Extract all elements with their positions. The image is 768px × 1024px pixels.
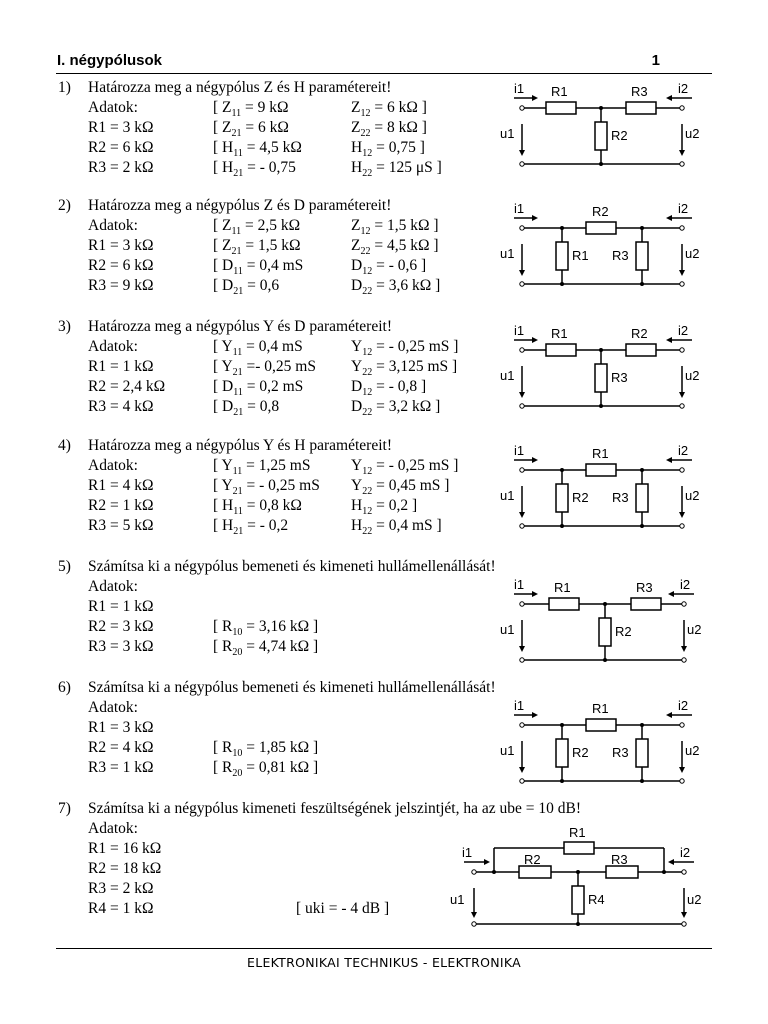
resistor-label: R3 (611, 370, 628, 385)
data-cell: [ $H_{11} = 0,8$ kΩ (213, 497, 302, 518)
data-cell: $H_{22} = 0,4$ mS ] (351, 517, 442, 538)
voltage-label-u1: u1 (500, 368, 515, 383)
current-label-i2: i2 (678, 201, 689, 216)
data-cell: R2 = 2,4 kΩ (88, 378, 166, 395)
current-label-i2: i2 (680, 845, 691, 860)
resistor-label: R2 (615, 624, 632, 639)
problem-number: 6) (58, 679, 71, 696)
data-cell: R2 = 3 kΩ (88, 618, 154, 635)
data-cell: R2 = 18 kΩ (88, 860, 162, 877)
current-label-i1: i1 (514, 201, 525, 216)
problem-question: Számítsa ki a négypólus bemeneti és kimeneti hullámellenállását! (88, 679, 496, 696)
data-cell: R3 = 3 kΩ (88, 638, 154, 655)
resistor-label: R1 (572, 248, 589, 263)
data-cell: R3 = 2 kΩ (88, 159, 154, 176)
current-label-i1: i1 (514, 443, 525, 458)
data-cell: [ $Z_{21} = 6$ kΩ (213, 119, 289, 140)
problem-question: Határozza meg a négypólus Z és H paramétereit! (88, 79, 392, 96)
circuit-diagram-7 (444, 820, 714, 930)
data-cell: Adatok: (88, 217, 138, 234)
resistor-label: R2 (572, 490, 589, 505)
resistor-label: R1 (592, 446, 609, 461)
current-label-i2: i2 (680, 577, 691, 592)
resistor-label: R2 (572, 745, 589, 760)
resistor-label: R3 (636, 580, 653, 595)
current-label-i1: i1 (462, 845, 473, 860)
circuit-diagram-2 (494, 200, 710, 290)
voltage-label-u1: u1 (450, 892, 465, 907)
current-label-i1: i1 (514, 81, 525, 96)
problem-question: Számítsa ki a négypólus bemeneti és kimeneti hullámellenállását! (88, 558, 496, 575)
data-cell: R1 = 16 kΩ (88, 840, 162, 857)
data-cell: [ $R_{20} = 4,74$ kΩ ] (213, 638, 319, 659)
data-cell: $Y_{22} = 0,45$ mS ] (351, 477, 450, 498)
data-cell: Adatok: (88, 338, 138, 355)
data-cell: $H_{12} = 0,75$ ] (351, 139, 425, 160)
data-cell: [ $R_{10} = 3,16$ kΩ ] (213, 618, 319, 639)
problem-question: Számítsa ki a négypólus kimeneti feszültségének jelszintjét, ha az ube = 10 dB! (88, 800, 581, 817)
data-cell: R2 = 4 kΩ (88, 739, 154, 756)
voltage-label-u2: u2 (685, 126, 700, 141)
data-cell: R1 = 3 kΩ (88, 237, 154, 254)
data-cell: $D_{12}$ = - 0,8 ] (351, 378, 427, 399)
data-cell: R1 = 3 kΩ (88, 119, 154, 136)
data-cell: [ $Y_{21}$ = - 0,25 mS (213, 477, 320, 498)
data-cell: [ $Z_{11} = 9$ kΩ (213, 99, 289, 120)
current-label-i2: i2 (678, 81, 689, 96)
voltage-label-u1: u1 (500, 246, 515, 261)
resistor-label: R3 (612, 490, 629, 505)
data-cell: $Y_{22} = 3,125$ mS ] (351, 358, 458, 379)
data-cell: [ $Y_{11} = 1,25$ mS (213, 457, 311, 478)
data-cell: [ $R_{20} = 0,81$ kΩ ] (213, 759, 319, 780)
circuit-diagram-6 (494, 697, 710, 787)
data-cell: $Z_{22} = 4,5$ kΩ ] (351, 237, 439, 258)
voltage-label-u2: u2 (685, 743, 700, 758)
problem-number: 3) (58, 318, 71, 335)
current-label-i1: i1 (514, 577, 525, 592)
data-cell: $Z_{12} = 6$ kΩ ] (351, 99, 427, 120)
data-cell: Adatok: (88, 457, 138, 474)
data-cell: $Z_{12} = 1,5$ kΩ ] (351, 217, 439, 238)
resistor-label: R4 (588, 892, 605, 907)
data-cell: [ $D_{21} = 0,6$ (213, 277, 280, 298)
data-cell: R1 = 3 kΩ (88, 719, 154, 736)
data-cell: R2 = 1 kΩ (88, 497, 154, 514)
voltage-label-u1: u1 (500, 743, 515, 758)
circuit-diagram-1 (494, 80, 710, 170)
current-label-i1: i1 (514, 698, 525, 713)
voltage-label-u1: u1 (500, 488, 515, 503)
data-cell: R2 = 6 kΩ (88, 257, 154, 274)
data-cell: [ $D_{11} = 0,4$ mS (213, 257, 304, 278)
resistor-label: R2 (611, 128, 628, 143)
resistor-label: R2 (524, 852, 541, 867)
resistor-label: R1 (551, 84, 568, 99)
resistor-label: R1 (551, 326, 568, 341)
resistor-label: R3 (612, 745, 629, 760)
problem-question: Határozza meg a négypólus Y és H paramétereit! (88, 437, 392, 454)
data-cell: [ $H_{11} = 4,5$ kΩ (213, 139, 302, 160)
data-cell: R3 = 5 kΩ (88, 517, 154, 534)
voltage-label-u1: u1 (500, 622, 515, 637)
data-cell: $Y_{12}$ = - 0,25 mS ] (351, 338, 459, 359)
resistor-label: R3 (612, 248, 629, 263)
data-cell: R3 = 9 kΩ (88, 277, 154, 294)
resistor-label: R1 (569, 825, 586, 840)
problem-number: 7) (58, 800, 71, 817)
resistor-label: R1 (592, 701, 609, 716)
data-cell: Adatok: (88, 699, 138, 716)
footer-divider (56, 948, 712, 949)
data-cell: [ $Y_{11} = 0,4$ mS (213, 338, 303, 359)
data-cell: R1 = 1 kΩ (88, 598, 154, 615)
voltage-label-u2: u2 (685, 488, 700, 503)
data-cell: R2 = 6 kΩ (88, 139, 154, 156)
data-cell: [ $Z_{11} = 2,5$ kΩ (213, 217, 301, 238)
resistor-label: R1 (554, 580, 571, 595)
current-label-i1: i1 (514, 323, 525, 338)
problem-number: 5) (58, 558, 71, 575)
data-cell: Adatok: (88, 578, 138, 595)
data-cell: $Y_{12}$ = - 0,25 mS ] (351, 457, 459, 478)
data-cell: $D_{12}$ = - 0,6 ] (351, 257, 427, 278)
resistor-label: R3 (631, 84, 648, 99)
data-cell: R4 = 1 kΩ (88, 900, 154, 917)
data-cell: $D_{22} = 3,2$ kΩ ] (351, 398, 441, 419)
data-cell: $Z_{22} = 8$ kΩ ] (351, 119, 427, 140)
data-cell: [ $D_{21} = 0,8$ (213, 398, 280, 419)
section-title: I. négypólusok (57, 52, 163, 69)
circuit-diagram-3 (494, 322, 710, 412)
voltage-label-u2: u2 (685, 368, 700, 383)
data-cell: $H_{12} = 0,2$ ] (351, 497, 418, 518)
data-cell: R3 = 2 kΩ (88, 880, 154, 897)
data-cell: R3 = 1 kΩ (88, 759, 154, 776)
problem-question: Határozza meg a négypólus Y és D paramétereit! (88, 318, 392, 335)
data-cell: R3 = 4 kΩ (88, 398, 154, 415)
problem-number: 2) (58, 197, 71, 214)
page-header (56, 53, 712, 74)
resistor-label: R2 (631, 326, 648, 341)
data-cell: [ $Y_{21} =- 0,25$ mS (213, 358, 316, 379)
circuit-diagram-5 (494, 576, 710, 666)
data-cell: [ $R_{10} = 1,85$ kΩ ] (213, 739, 319, 760)
data-cell: [ $D_{11} = 0,2$ mS (213, 378, 304, 399)
problem-question: Határozza meg a négypólus Z és D paramétereit! (88, 197, 392, 214)
voltage-label-u1: u1 (500, 126, 515, 141)
current-label-i2: i2 (678, 698, 689, 713)
circuit-diagram-4 (494, 442, 710, 532)
resistor-label: R3 (611, 852, 628, 867)
voltage-label-u2: u2 (687, 892, 702, 907)
data-cell: [ $Z_{21} = 1,5$ kΩ (213, 237, 301, 258)
data-cell: R1 = 1 kΩ (88, 358, 154, 375)
data-cell: $H_{22} = 125$ μS ] (351, 159, 442, 180)
current-label-i2: i2 (678, 443, 689, 458)
data-cell: [ $H_{21}$ = - 0,75 (213, 159, 296, 180)
data-cell: Adatok: (88, 820, 138, 837)
current-label-i2: i2 (678, 323, 689, 338)
resistor-label: R2 (592, 204, 609, 219)
voltage-label-u2: u2 (687, 622, 702, 637)
voltage-label-u2: u2 (685, 246, 700, 261)
data-cell: $D_{22} = 3,6$ kΩ ] (351, 277, 441, 298)
data-cell: [ uki = - 4 dB ] (296, 900, 390, 917)
problem-number: 1) (58, 79, 71, 96)
data-cell: [ $H_{21}$ = - 0,2 (213, 517, 289, 538)
data-cell: R1 = 4 kΩ (88, 477, 154, 494)
page-footer: ELEKTRONIKAI TECHNIKUS - ELEKTRONIKA (247, 955, 521, 970)
data-cell: Adatok: (88, 99, 138, 116)
page-number: 1 (651, 52, 660, 69)
problem-number: 4) (58, 437, 71, 454)
